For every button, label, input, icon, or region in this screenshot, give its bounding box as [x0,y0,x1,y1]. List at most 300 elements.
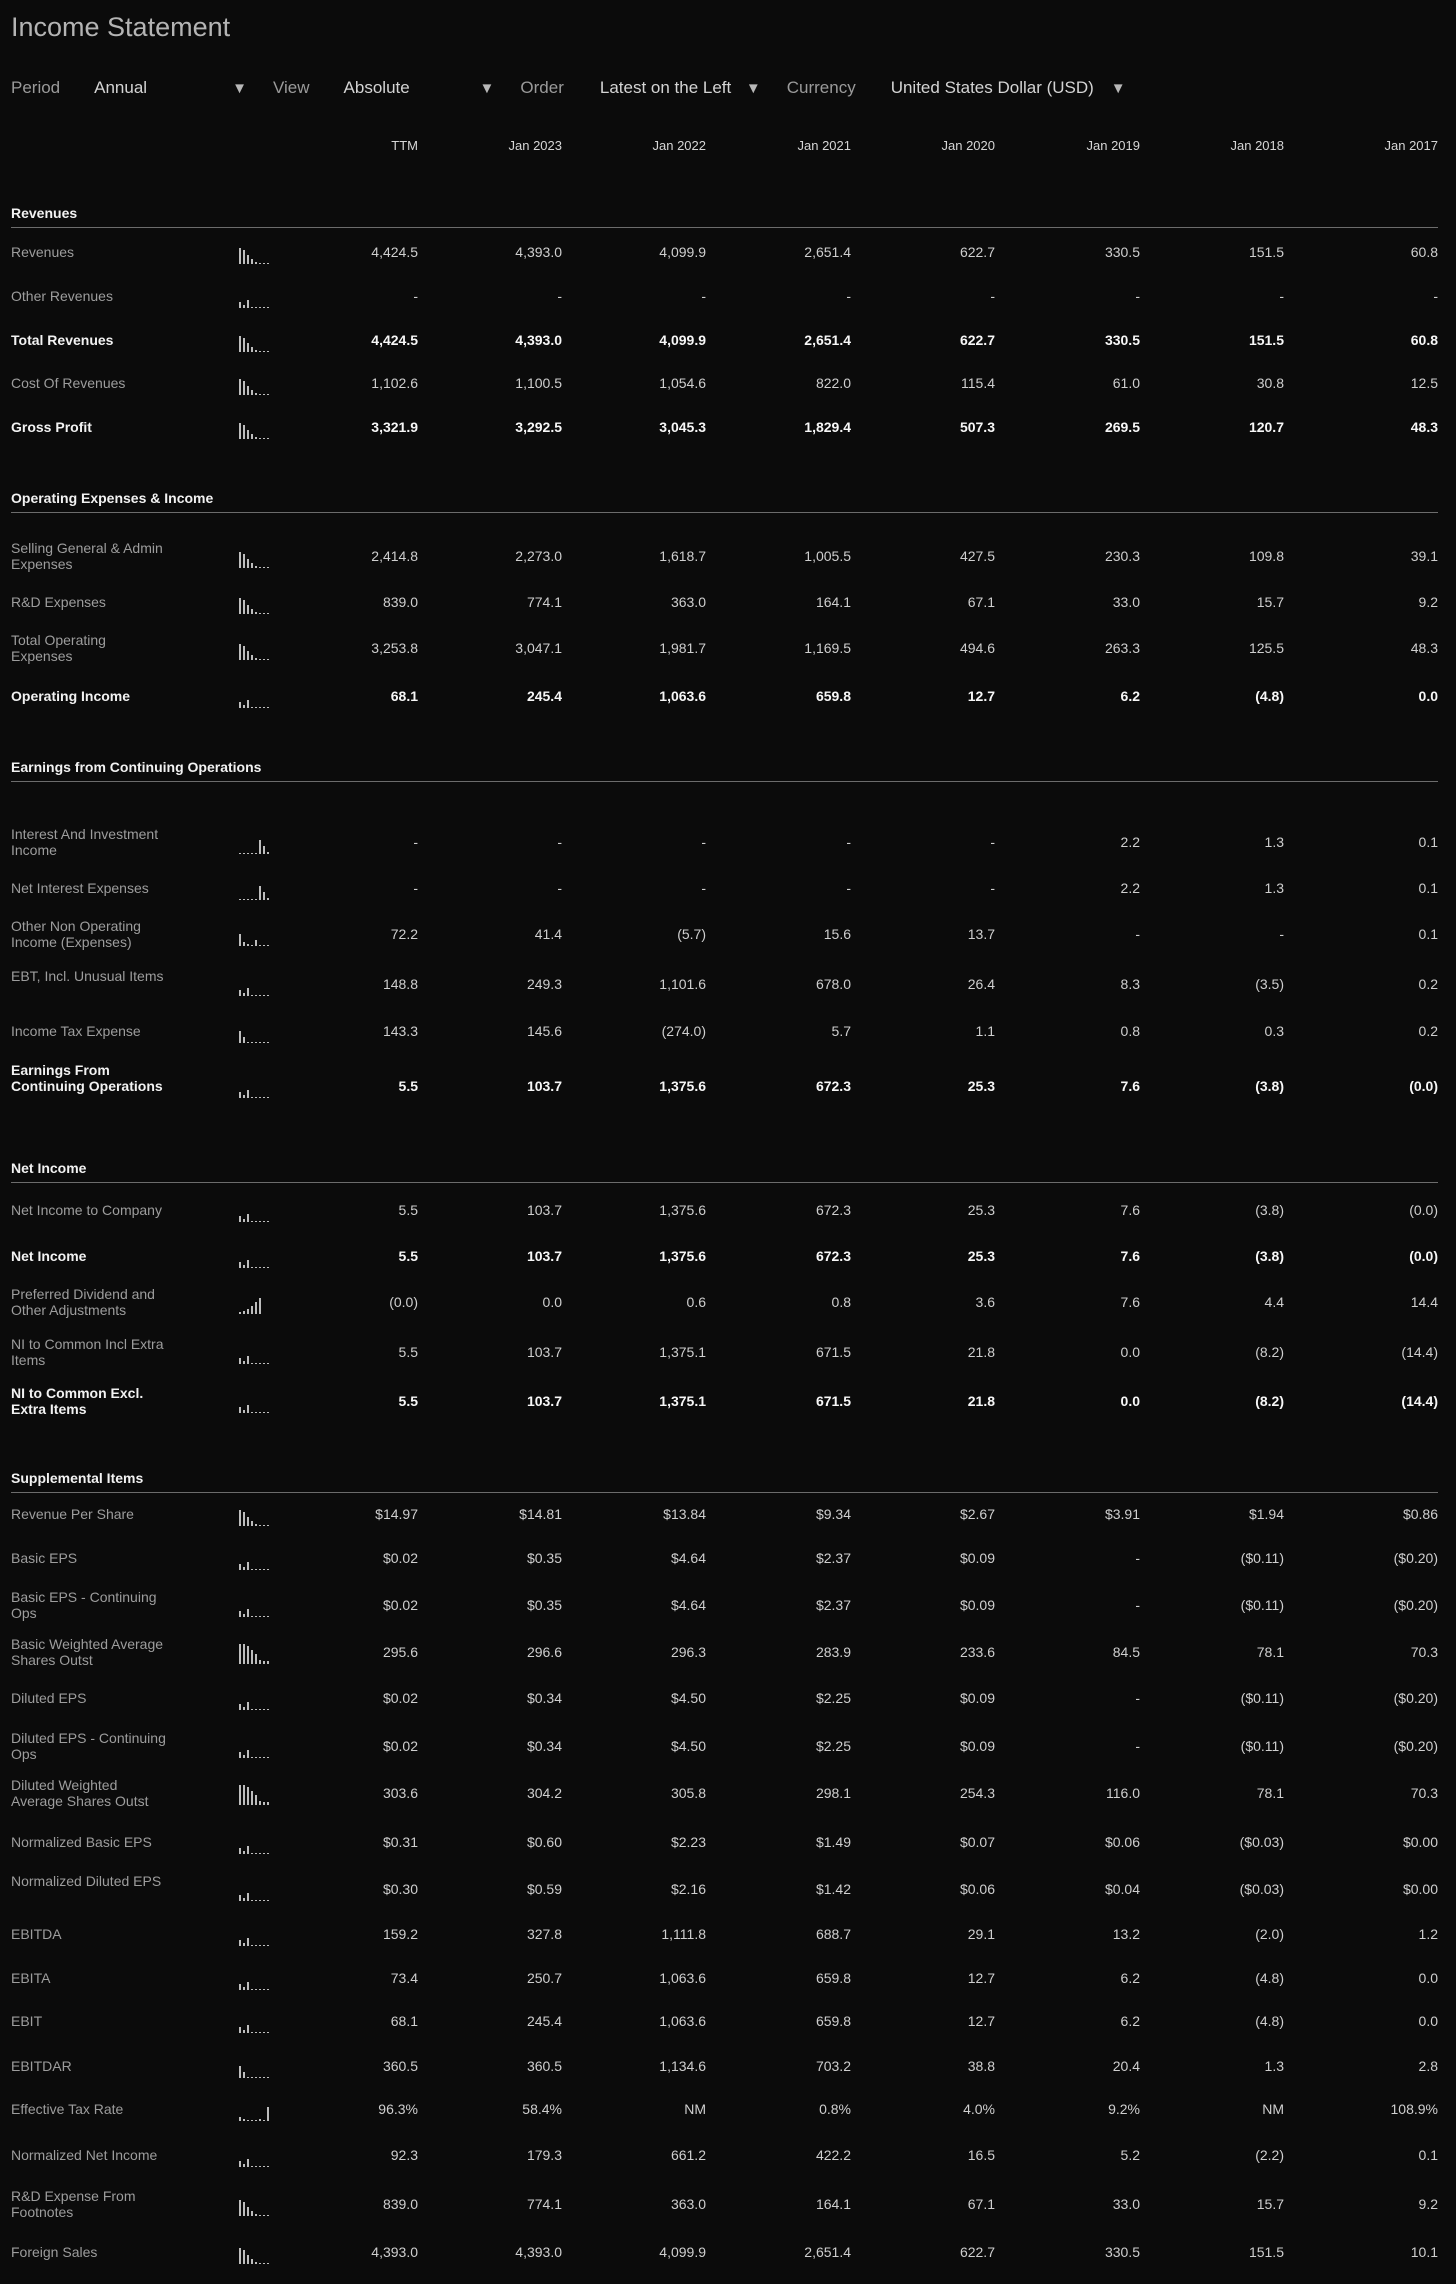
sparkline-bar [243,1265,245,1268]
table-cell: 120.7 [1248,419,1284,435]
table-cell: 78.1 [1256,1644,1284,1660]
table-cell: 151.5 [1248,244,1284,260]
table-cell: 2,651.4 [804,244,851,260]
sparkline-bar [263,1989,265,1990]
sparkline-bar [259,1989,261,1990]
table-cell: 360.5 [526,2058,562,2074]
sparkline-bar [255,2077,257,2078]
table-cell: 304.2 [526,1785,562,1801]
sparkline-bar [243,646,245,660]
sparkline-bar [263,2032,265,2033]
table-cell: 839.0 [382,2196,418,2212]
sparkline-bar [255,350,257,352]
toolbar [11,76,1126,100]
table-cell: 233.6 [959,1644,995,1660]
sparkline-bar [239,336,241,352]
table-cell: $0.09 [959,1597,995,1613]
sparkline-bar [243,1361,245,1364]
section-header: Supplemental Items [11,1470,1438,1493]
row-label: Revenue Per Share [11,1506,134,1522]
sparkline-bar [255,1654,257,1664]
sparkline-bar [251,2211,253,2216]
row-label: Revenues [11,244,75,260]
table-cell: 9.2 [1418,2196,1438,2212]
table-row[interactable] [0,870,1456,906]
sparkline-bar [267,307,269,308]
table-row[interactable] [0,1728,1456,1764]
table-cell: 12.7 [967,688,995,704]
sparkline-bar [255,2120,257,2121]
table-cell: 1,375.6 [659,1202,706,1218]
sparkline-chart-icon [239,1877,273,1901]
table-cell: - [701,834,706,850]
table-cell: 60.8 [1410,332,1438,348]
sparkline-bar [243,2030,245,2033]
sparkline-bar [267,1363,269,1364]
sparkline-bar [239,423,241,439]
sparkline-bar [267,898,269,900]
sparkline-bar [251,1945,253,1946]
table-cell: 60.8 [1410,244,1438,260]
sparkline-bar [267,438,269,439]
table-row[interactable] [0,1192,1456,1228]
table-cell: 330.5 [1104,332,1140,348]
sparkline-bar [267,707,269,708]
table-cell: $0.06 [959,1881,995,1897]
sparkline-chart-icon [239,1389,273,1413]
table-cell: 1,063.6 [659,1970,706,1986]
table-cell: - [1279,288,1284,304]
sparkline-bar [255,1267,257,1268]
sparkline-bar [267,394,269,395]
sparkline-chart-icon [239,2143,273,2167]
sparkline-bar [251,1853,253,1854]
table-cell: (4.8) [1255,1970,1284,1986]
sparkline-bar [251,307,253,308]
table-cell: $4.50 [670,1690,706,1706]
sparkline-bar [263,659,265,660]
section-header: Earnings from Continuing Operations [11,759,1438,782]
table-cell: 1,375.6 [659,1248,706,1264]
table-cell: 6.2 [1120,2013,1140,2029]
table-row[interactable] [0,278,1456,314]
sparkline-chart-icon [239,1922,273,1946]
table-cell: 68.1 [390,688,418,704]
sparkline-bar [251,1306,253,1314]
table-cell: $0.09 [959,1550,995,1566]
sparkline-bar [259,2032,261,2033]
table-cell: 15.6 [823,926,851,942]
table-row[interactable] [0,2234,1456,2270]
sparkline-bar [255,658,257,660]
sparkline-bar [251,707,253,708]
sparkline-bar [247,700,249,708]
table-row[interactable] [0,2137,1456,2173]
table-cell: 7.6 [1120,1202,1140,1218]
sparkline-bar [267,1661,269,1664]
sparkline-bar [247,1042,249,1043]
sparkline-chart-icon [239,1074,273,1098]
table-cell: $1.42 [815,1881,851,1897]
table-cell: - [413,288,418,304]
table-cell: 0.6 [686,1294,706,1310]
sparkline-bar [243,705,245,708]
table-cell: 1.3 [1264,2058,1284,2074]
sparkline-bar [247,853,249,854]
row-label: Basic Weighted Average Shares Outst [11,1636,164,1668]
sparkline-bar [259,2215,261,2216]
table-row[interactable] [0,1334,1456,1370]
table-cell: (0.0) [389,1294,418,1310]
table-cell: $0.35 [526,1550,562,1566]
table-cell: $2.67 [959,1506,995,1522]
table-row[interactable] [0,678,1456,714]
sparkline-bar [267,613,269,614]
table-cell: 4,424.5 [371,244,418,260]
sparkline-bar [259,351,261,352]
sparkline-bar [259,567,261,568]
table-cell: 70.3 [1410,1785,1438,1801]
table-row[interactable] [0,1960,1456,1996]
row-label: R&D Expense From Footnotes [11,2188,136,2220]
column-header: Jan 2021 [797,138,851,153]
table-cell: - [413,880,418,896]
table-cell: - [1279,926,1284,942]
table-cell: $2.16 [670,1881,706,1897]
table-cell: 1,981.7 [659,640,706,656]
table-row[interactable] [0,2003,1456,2039]
table-row[interactable] [0,1634,1456,1670]
sparkline-bar [243,1219,245,1222]
sparkline-bar [263,1945,265,1946]
table-cell: 30.8 [1256,375,1284,391]
table-cell: 1,063.6 [659,2013,706,2029]
table-cell: ($0.20) [1393,1550,1438,1566]
table-cell: - [557,288,562,304]
sparkline-chart-icon [239,240,273,264]
sparkline-bar [267,1412,269,1413]
table-cell: 103.7 [526,1344,562,1360]
sparkline-bar [267,1221,269,1222]
table-row[interactable] [0,2091,1456,2127]
sparkline-bar [255,1412,257,1413]
sparkline-bar [259,1660,261,1664]
sparkline-bar [243,2072,245,2078]
table-cell: 58.4% [522,2101,562,2117]
currency-select[interactable]: United States Dollar (USD) [890,78,1094,97]
row-label: Normalized Net Income [11,2147,158,2163]
sparkline-chart-icon [239,2009,273,2033]
sparkline-chart-icon [239,1734,273,1758]
table-cell: 661.2 [670,2147,706,2163]
table-cell: $0.04 [1104,1881,1140,1897]
table-row[interactable] [0,1824,1456,1860]
table-cell: 39.1 [1410,548,1438,564]
sparkline-bar [247,1090,249,1098]
table-row[interactable] [0,1238,1456,1274]
table-cell: 283.9 [815,1644,851,1660]
sparkline-bar [251,1709,253,1710]
table-cell: 0.1 [1418,926,1438,942]
sparkline-bar [239,644,241,660]
sparkline-chart-icon [239,2097,273,2121]
table-row[interactable] [0,1383,1456,1419]
sparkline-bar [259,263,261,264]
sparkline-chart-icon [239,284,273,308]
table-row[interactable] [0,916,1456,952]
sparkline-bar [259,1363,261,1364]
sparkline-bar [247,1750,249,1758]
table-cell: 245.4 [526,688,562,704]
sparkline-bar [243,1943,245,1946]
sparkline-bar [259,945,261,946]
table-row[interactable] [0,1062,1456,1104]
sparkline-bar [255,1709,257,1710]
sparkline-bar [239,1940,241,1946]
table-cell: 1,005.5 [804,548,851,564]
row-label: Normalized Basic EPS [11,1834,152,1850]
sparkline-chart-icon [239,830,273,854]
table-cell: 2.8 [1418,2058,1438,2074]
sparkline-bar [263,2120,265,2121]
table-cell: (4.8) [1255,688,1284,704]
sparkline-bar [239,552,241,568]
sparkline-bar [239,702,241,708]
table-cell: 0.2 [1418,1023,1438,1039]
sparkline-bar [247,1405,249,1413]
sparkline-bar [259,995,261,996]
section-header: Operating Expenses & Income [11,490,1438,513]
table-cell: 250.7 [526,1970,562,1986]
sparkline-bar [239,2027,241,2033]
table-row[interactable] [0,1013,1456,1049]
table-row[interactable] [0,1540,1456,1576]
sparkline-bar [239,1752,241,1758]
sparkline-bar [243,1707,245,1710]
column-header: TTM [391,138,418,153]
sparkline-bar [263,2215,265,2216]
sparkline-bar [247,386,249,395]
table-cell: $0.59 [526,1881,562,1897]
sparkline-bar [255,1363,257,1364]
row-label: Cost Of Revenues [11,375,126,391]
sparkline-bar [247,1562,249,1570]
row-label: Net Interest Expenses [11,880,149,896]
sparkline-bar [251,1757,253,1758]
table-cell: - [701,288,706,304]
view-select[interactable]: Absolute [343,78,410,97]
sparkline-bar [267,1525,269,1526]
sparkline-bar [247,300,249,308]
sparkline-chart-icon [239,1546,273,1570]
table-cell: 25.3 [967,1078,995,1094]
table-cell: (14.4) [1401,1393,1438,1409]
table-cell: 5.7 [831,1023,851,1039]
table-row[interactable] [0,824,1456,860]
sparkline-bar [247,1309,249,1314]
table-cell: 2,651.4 [804,332,851,348]
sparkline-bar [263,1802,265,1805]
sparkline-bar [263,263,265,264]
table-cell: $0.60 [526,1834,562,1850]
row-label: EBT, Incl. Unusual Items [11,968,164,984]
sparkline-bar [243,1095,245,1098]
table-cell: 1,100.5 [515,375,562,391]
table-cell: $0.02 [382,1738,418,1754]
row-label: EBITDA [11,1926,62,1942]
table-cell: - [701,880,706,896]
table-cell: 72.2 [390,926,418,942]
sparkline-bar [239,1262,241,1268]
sparkline-chart-icon [239,972,273,996]
table-cell: ($0.03) [1239,1881,1284,1897]
table-cell: 703.2 [815,2058,851,2074]
sparkline-bar [255,1221,257,1222]
sparkline-bar [247,2025,249,2033]
sparkline-chart-icon [239,2240,273,2264]
order-select[interactable]: Latest on the Left [599,78,732,97]
sparkline-bar [263,1616,265,1617]
sparkline-bar [263,1661,265,1664]
table-cell: 9.2% [1108,2101,1140,2117]
table-cell: 296.3 [670,1644,706,1660]
table-cell: 103.7 [526,1202,562,1218]
table-cell: (2.0) [1255,1926,1284,1942]
sparkline-bar [259,1525,261,1526]
sparkline-bar [263,613,265,614]
table-row[interactable] [0,1284,1456,1320]
sparkline-bar [247,430,249,439]
table-cell: 671.5 [815,1344,851,1360]
table-cell: 0.0 [1418,2013,1438,2029]
sparkline-bar [263,438,265,439]
table-row[interactable] [0,584,1456,620]
table-cell: 1,618.7 [659,548,706,564]
table-cell: $2.23 [670,1834,706,1850]
sparkline-bar [239,2200,241,2216]
column-header: Jan 2023 [508,138,562,153]
sparkline-bar [247,343,249,352]
sparkline-bar [259,1097,261,1098]
table-cell: 143.3 [382,1023,418,1039]
sparkline-bar [239,1510,241,1526]
triangle-down-icon[interactable]: ▼ [745,79,761,97]
sparkline-bar [239,1984,241,1990]
table-cell: 1.3 [1264,834,1284,850]
sparkline-bar [263,1569,265,1570]
table-cell: - [1135,288,1140,304]
table-row[interactable] [0,1680,1456,1716]
table-row[interactable] [0,1496,1456,1532]
row-label: Diluted EPS - Continuing Ops [11,1730,166,1762]
table-row[interactable] [0,1916,1456,1952]
sparkline-bar [259,1298,261,1314]
triangle-down-icon[interactable]: ▼ [1110,79,1126,97]
table-row[interactable] [0,1775,1456,1811]
triangle-down-icon[interactable]: ▼ [479,79,495,97]
table-cell: 3,047.1 [515,640,562,656]
sparkline-bar [239,1216,241,1222]
sparkline-bar [239,1895,241,1901]
table-row[interactable] [0,2186,1456,2222]
sparkline-bar [247,2159,249,2167]
sparkline-bar [263,707,265,708]
table-cell: 48.3 [1410,419,1438,435]
table-row[interactable] [0,409,1456,445]
table-row[interactable] [0,365,1456,401]
table-cell: 1,101.6 [659,976,706,992]
table-cell: 67.1 [967,594,995,610]
table-cell: 84.5 [1112,1644,1140,1660]
sparkline-chart-icon [239,328,273,352]
table-row[interactable] [0,1587,1456,1623]
table-row[interactable] [0,2048,1456,2084]
table-row[interactable] [0,322,1456,358]
sparkline-bar [255,1302,257,1314]
sparkline-bar [263,846,265,854]
sparkline-bar [243,1644,245,1664]
sparkline-bar [255,1524,257,1526]
table-row[interactable] [0,538,1456,574]
table-cell: 0.1 [1418,880,1438,896]
row-label: EBITA [11,1970,51,1986]
table-row[interactable] [0,1871,1456,1907]
table-cell: 73.4 [390,1970,418,1986]
sparkline-bar [239,1312,241,1314]
table-cell: 12.7 [967,2013,995,2029]
sparkline-bar [267,2215,269,2216]
period-select[interactable]: Annual [94,78,148,97]
sparkline-bar [267,1709,269,1710]
table-cell: (14.4) [1401,1344,1438,1360]
table-cell: 0.0 [1120,1393,1140,1409]
sparkline-bar [239,990,241,996]
table-cell: 305.8 [670,1785,706,1801]
table-cell: - [1135,1597,1140,1613]
sparkline-bar [239,1611,241,1617]
sparkline-bar [255,853,257,854]
table-cell: $0.02 [382,1690,418,1706]
sparkline-bar [259,307,261,308]
table-row[interactable] [0,630,1456,666]
table-cell: 269.5 [1104,419,1140,435]
sparkline-chart-icon [239,1244,273,1268]
sparkline-bar [259,2077,261,2078]
sparkline-bar [247,2207,249,2216]
table-cell: 5.5 [398,1393,418,1409]
table-cell: 33.0 [1112,2196,1140,2212]
triangle-down-icon[interactable]: ▼ [232,79,247,97]
sparkline-bar [255,707,257,708]
table-cell: $1.94 [1248,1506,1284,1522]
sparkline-bar [239,248,241,264]
table-cell: 5.2 [1120,2147,1140,2163]
table-cell: 1,375.1 [659,1344,706,1360]
sparkline-bar [255,2262,257,2264]
table-cell: $2.25 [815,1738,851,1754]
sparkline-bar [251,899,253,900]
sparkline-bar [243,1037,245,1043]
sparkline-chart-icon [239,876,273,900]
table-cell: ($0.03) [1239,1834,1284,1850]
table-cell: 5.5 [398,1344,418,1360]
sparkline-bar [247,1846,249,1854]
table-row[interactable] [0,234,1456,270]
table-row[interactable] [0,966,1456,1002]
sparkline-bar [247,899,249,900]
row-label: Preferred Dividend and Other Adjustments [11,1286,155,1318]
sparkline-bar [263,1709,265,1710]
